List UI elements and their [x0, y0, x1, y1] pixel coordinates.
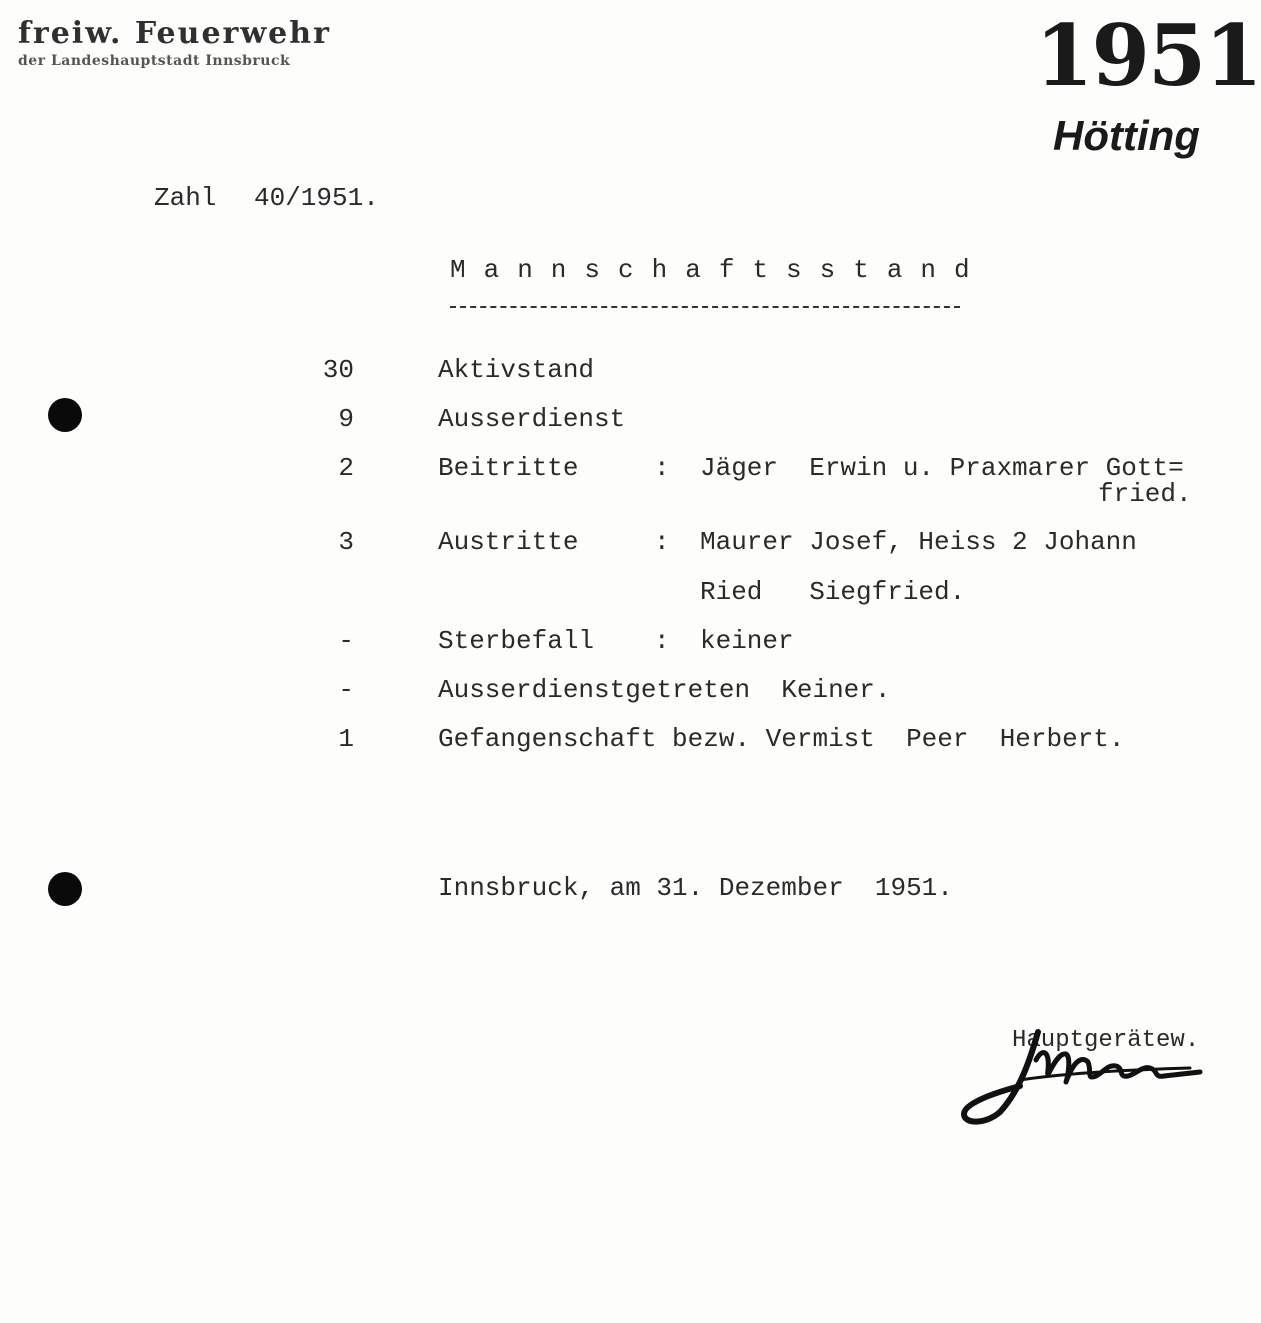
row-colon: : — [654, 453, 670, 483]
row-colon: : — [654, 527, 670, 557]
row-count: 3 — [338, 527, 354, 557]
row-label: Ausserdienstgetreten Keiner. — [438, 675, 891, 705]
row-colon: : — [654, 626, 670, 656]
title-underline — [450, 306, 960, 308]
row-label: Austritte — [438, 527, 579, 557]
row-count: - — [338, 626, 354, 656]
fire-brigade-stamp — [18, 16, 331, 70]
row-value: Jäger Erwin u. Praxmarer Gott= — [700, 453, 1184, 483]
row-count: 2 — [338, 453, 354, 483]
reference-label: Zahl — [154, 183, 217, 213]
reference-number: 40/1951. — [254, 183, 379, 213]
row-count: - — [338, 675, 354, 705]
document-title: Mannschaftsstand — [450, 255, 988, 285]
punch-hole — [48, 398, 82, 432]
row-value-continued: Ried Siegfried. — [700, 577, 966, 607]
row-label: Aktivstand — [438, 355, 595, 385]
row-label: Gefangenschaft bezw. Vermist Peer Herbert. — [438, 724, 1125, 754]
row-label: Ausserdienst — [438, 404, 626, 434]
row-count: 30 — [322, 355, 354, 385]
row-value: Maurer Josef, Heiss 2 Johann — [700, 527, 1137, 557]
row-value-continued: fried. — [1098, 479, 1192, 509]
date-line: Innsbruck, am 31. Dezember 1951. — [438, 873, 953, 903]
signature-title: Hauptgerätew. — [1012, 1027, 1200, 1054]
place-heading: Hötting — [1053, 112, 1200, 159]
row-label: Beitritte — [438, 453, 579, 483]
row-count: 9 — [338, 404, 354, 434]
stamp-organization: freiw. Feuerwehr — [18, 16, 331, 51]
row-count: 1 — [338, 724, 354, 754]
punch-hole — [48, 872, 82, 906]
row-label: Sterbefall — [438, 626, 595, 656]
year-heading: 1951 — [1035, 6, 1261, 105]
handwritten-signature — [950, 1020, 1210, 1130]
stamp-city: der Landeshauptstadt Innsbruck — [18, 53, 291, 69]
row-value: keiner — [700, 626, 794, 656]
